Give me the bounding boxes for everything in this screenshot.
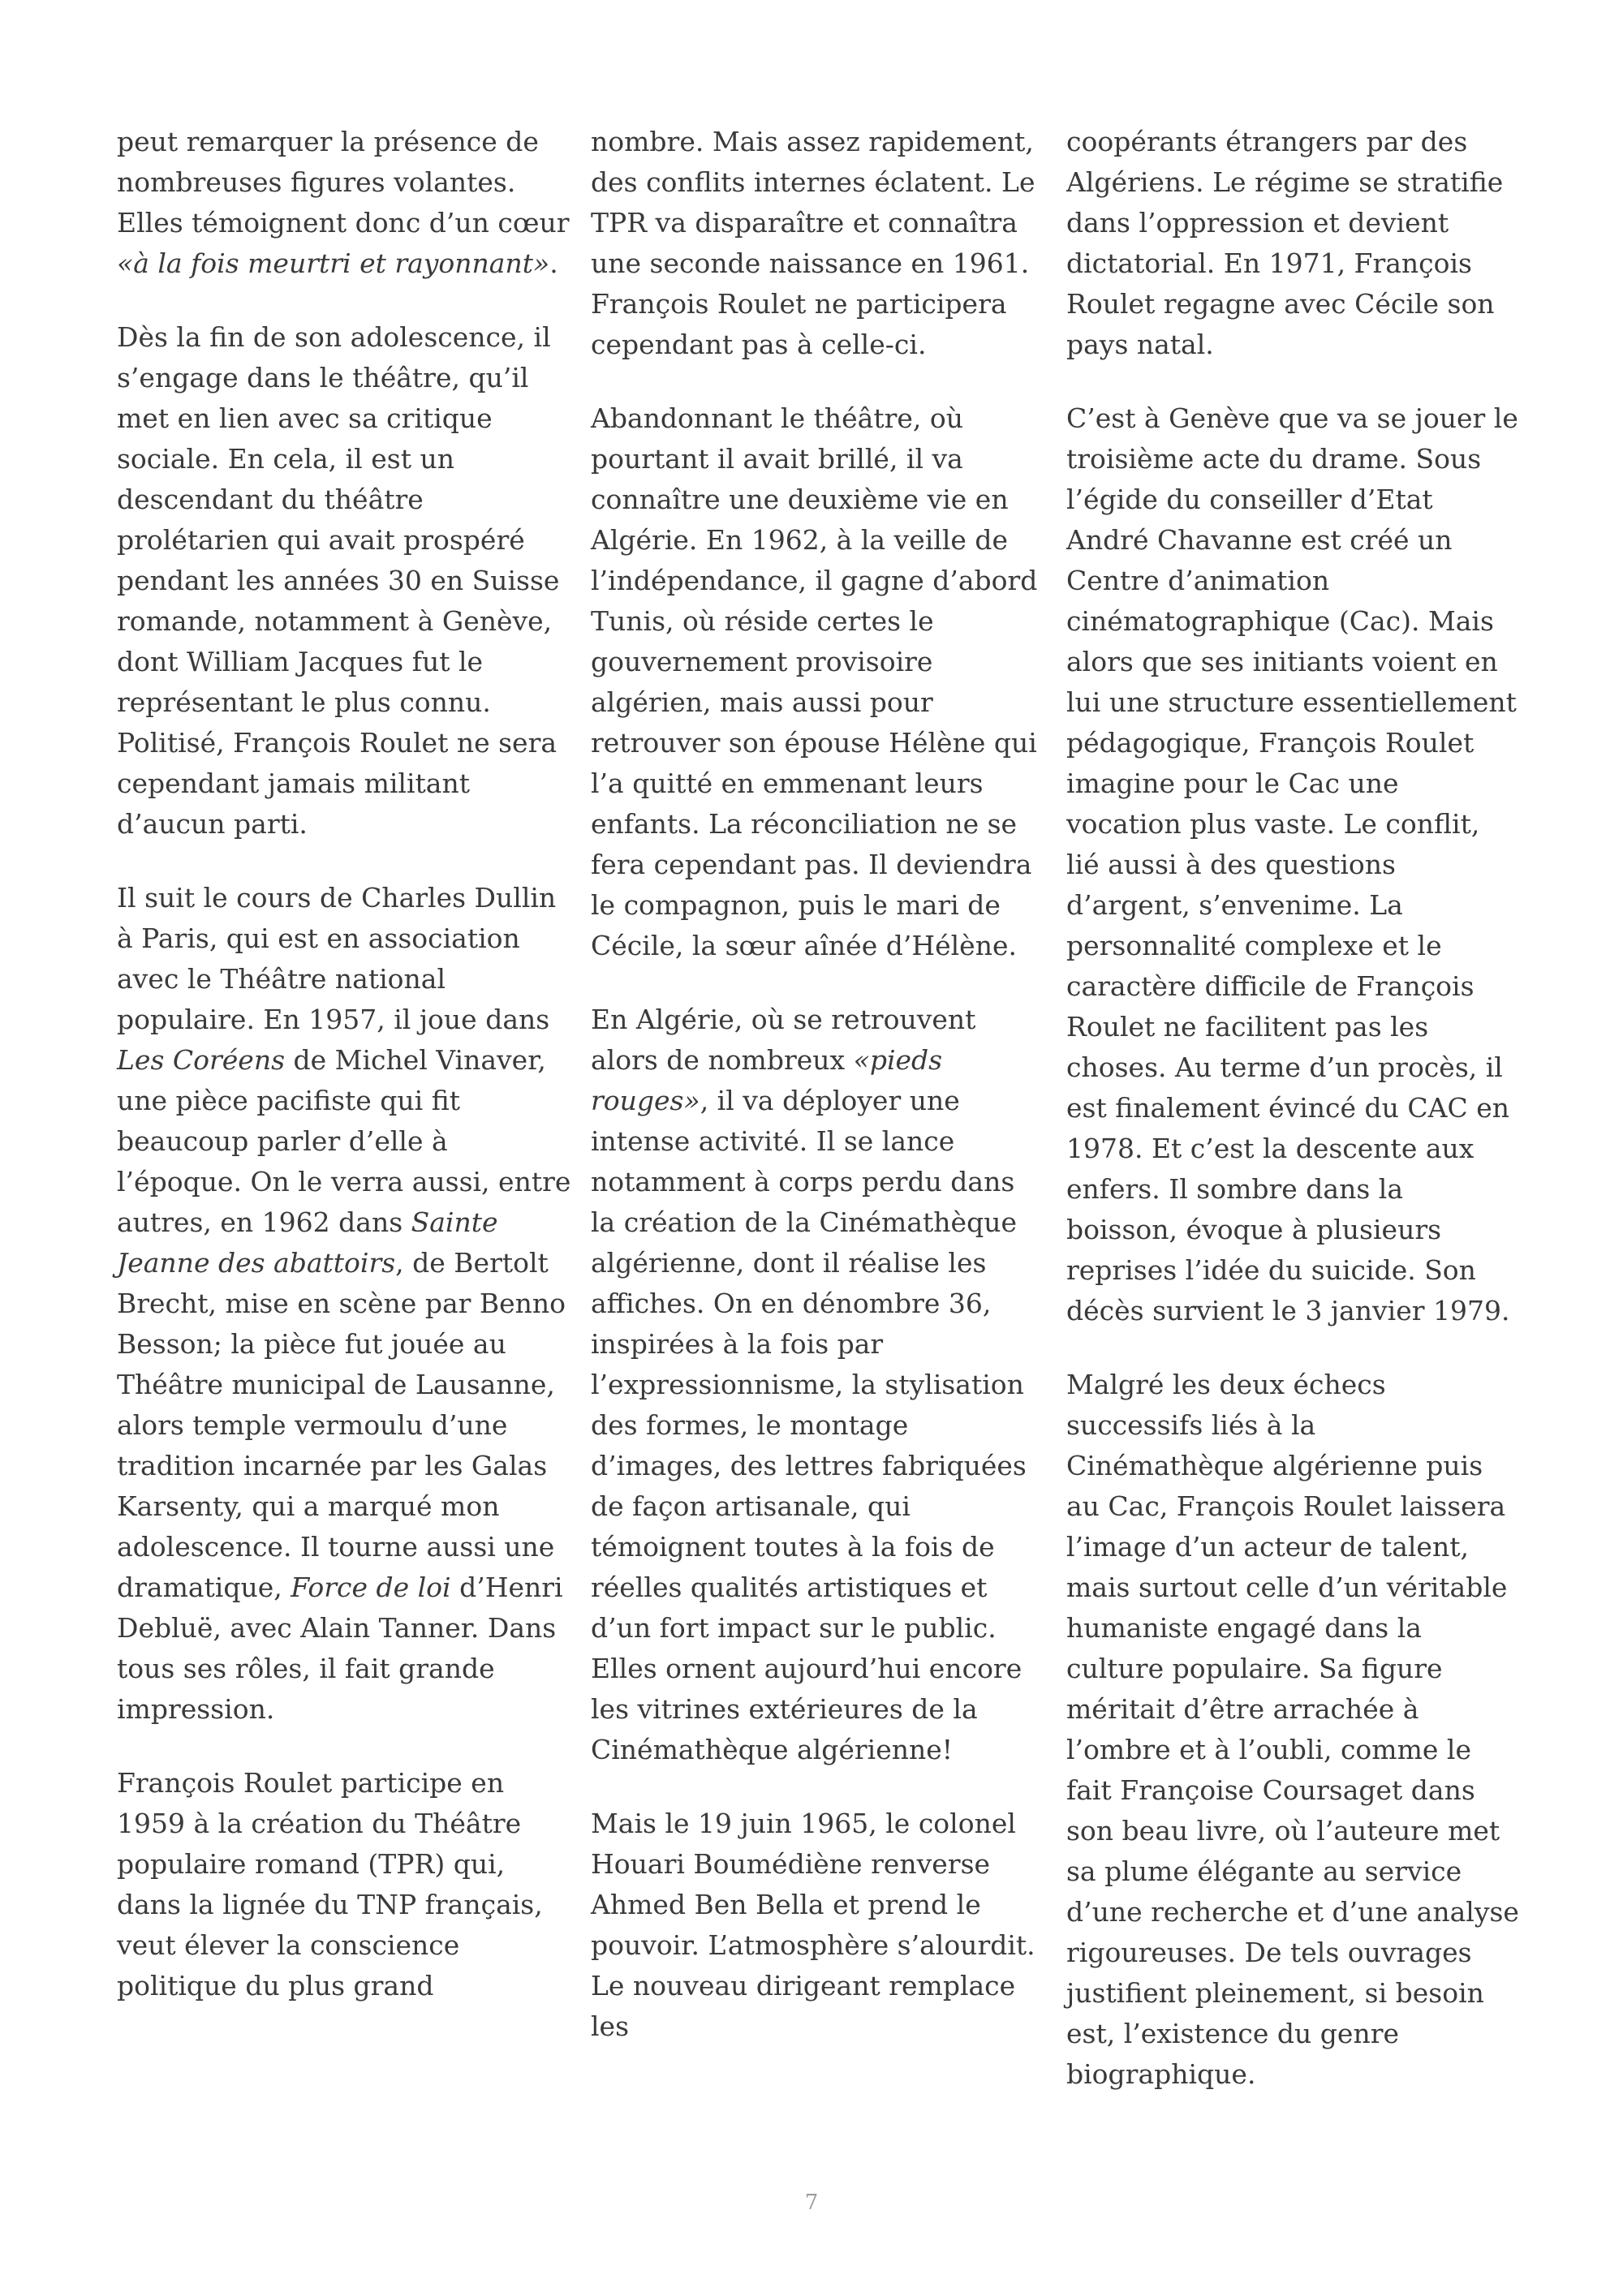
italic-text: Sainte Jeanne des abattoirs <box>117 1206 498 1279</box>
italic-text: «à la fois meurtri et rayonnant» <box>117 247 550 279</box>
paragraph <box>117 317 571 845</box>
text-segment: peut remarquer la présence de nombreuses figures volantes. Elles témoignent donc d’un cœur <box>117 126 570 239</box>
text-segment: nombre. Mais assez rapidement, des conflits internes éclatent. Le TPR va disparaître et connaîtra une seconde naissance en 1961. François Roulet ne participera cependant pas à celle-ci. <box>591 126 1035 360</box>
paragraph <box>117 878 571 1730</box>
paragraph <box>117 1763 571 2006</box>
paragraph <box>1066 122 1521 365</box>
paragraph <box>591 1804 1045 2047</box>
text-segment: . <box>549 247 558 279</box>
text-column-1 <box>117 122 571 2040</box>
text-segment: , de Bertolt Brecht, mise en scène par Benno Besson; la pièce fut jouée au Théâtre municipal de Lausanne, alors temple vermoulu d’une tradition incarnée par les Galas Karsenty, qui a marqué mon adolescence. Il tourne aussi une dramatique, <box>117 1247 566 1603</box>
italic-text: Force de loi <box>291 1572 451 1603</box>
text-segment: Malgré les deux échecs successifs liés à la Cinémathèque algérienne puis au Cac, François Roulet laissera l’image d’un acteur de talent, mais surtout celle d’un véritable humaniste engagé dans la culture populaire. Sa figure méritait d’être arrachée à l’ombre et à l’oubli, comme le fait Françoise Coursaget dans son beau livre, où l’auteure met sa plume élégante au service d’une recherche et d’une analyse rigoureuses. De tels ouvrages justifient pleinement, si besoin est, l’existence du genre biographique. <box>1066 1369 1519 2090</box>
paragraph <box>1066 398 1521 1331</box>
text-segment: Abandonnant le théâtre, où pourtant il avait brillé, il va connaître une deuxième vie en Algérie. En 1962, à la veille de l’indépendance, il gagne d’abord Tunis, où réside certes le gouvernement provisoire algérien, mais aussi pour retrouver son épouse Hélène qui l’a quitté en emmenant leurs enfants. La réconciliation ne se fera cependant pas. Il deviendra le compagnon, puis le mari de Cécile, la sœur aînée d’Hélène. <box>591 402 1038 961</box>
paragraph <box>117 122 571 284</box>
text-column-2 <box>591 122 1045 2080</box>
text-segment: , il va déployer une intense activité. Il se lance notamment à corps perdu dans la création de la Cinémathèque algérienne, dont il réalise les affiches. On en dénombre 36, inspirées à la fois par l’expressionnisme, la stylisation des formes, le montage d’images, des lettres fabriquées de façon artisanale, qui témoignent toutes à la fois de réelles qualités artistiques et d’un fort impact sur le public. Elles ornent aujourd’hui encore les vitrines extérieures de la Cinémathèque algérienne! <box>591 1085 1027 1765</box>
italic-text: Les Coréens <box>117 1044 286 1076</box>
text-segment: En Algérie, où se retrouvent alors de nombreux <box>591 1004 976 1076</box>
text-segment: d’Henri Debluë, avec Alain Tanner. Dans tous ses rôles, il fait grande impression. <box>117 1572 563 1725</box>
paragraph <box>1066 1365 1521 2095</box>
paragraph <box>591 122 1045 365</box>
text-column-3 <box>1066 122 1521 2128</box>
italic-text: «pieds rouges» <box>591 1044 943 1116</box>
text-segment: C’est à Genève que va se jouer le troisième acte du drame. Sous l’égide du conseiller d’Etat André Chavanne est créé un Centre d’animation cinématographique (Cac). Mais alors que ses initiants voient en lui une structure essentiellement pédagogique, François Roulet imagine pour le Cac une vocation plus vaste. Le conflit, lié aussi à des questions d’argent, s’envenime. La personnalité complexe et le caractère difficile de François Roulet ne facilitent pas les choses. Au terme d’un procès, il est finalement évincé du CAC en 1978. Et c’est la descente aux enfers. Il sombre dans la boisson, évoque à plusieurs reprises l’idée du suicide. Son décès survient le 3 janvier 1979. <box>1066 402 1518 1326</box>
text-segment: François Roulet participe en 1959 à la création du Théâtre populaire romand (TPR) qui, dans la lignée du TNP français, veut élever la conscience politique du plus grand <box>117 1767 543 2001</box>
paragraph <box>591 398 1045 966</box>
text-segment: Dès la fin de son adolescence, il s’engage dans le théâtre, qu’il met en lien avec sa critique sociale. En cela, il est un descendant du théâtre prolétarien qui avait prospéré pendant les années 30 en Suisse romande, notamment à Genève, dont William Jacques fut le représentant le plus connu. Politisé, François Roulet ne sera cependant jamais militant d’aucun parti. <box>117 321 560 840</box>
page-number: 7 <box>804 2191 819 2215</box>
text-segment: Il suit le cours de Charles Dullin à Paris, qui est en association avec le Théâtre national populaire. En 1957, il joue dans <box>117 882 557 1035</box>
text-segment: de Michel Vinaver, une pièce pacifiste qui fit beaucoup parler d’elle à l’époque. On le verra aussi, entre autres, en 1962 dans <box>117 1044 571 1238</box>
text-segment: Mais le 19 juin 1965, le colonel Houari Boumédiène renverse Ahmed Ben Bella et prend le pouvoir. L’atmosphère s’alourdit. Le nouveau dirigeant remplace les <box>591 1808 1035 2042</box>
paragraph <box>591 1000 1045 1770</box>
text-segment: coopérants étrangers par des Algériens. Le régime se stratifie dans l’oppression et devient dictatorial. En 1971, François Roulet regagne avec Cécile son pays natal. <box>1066 126 1504 360</box>
